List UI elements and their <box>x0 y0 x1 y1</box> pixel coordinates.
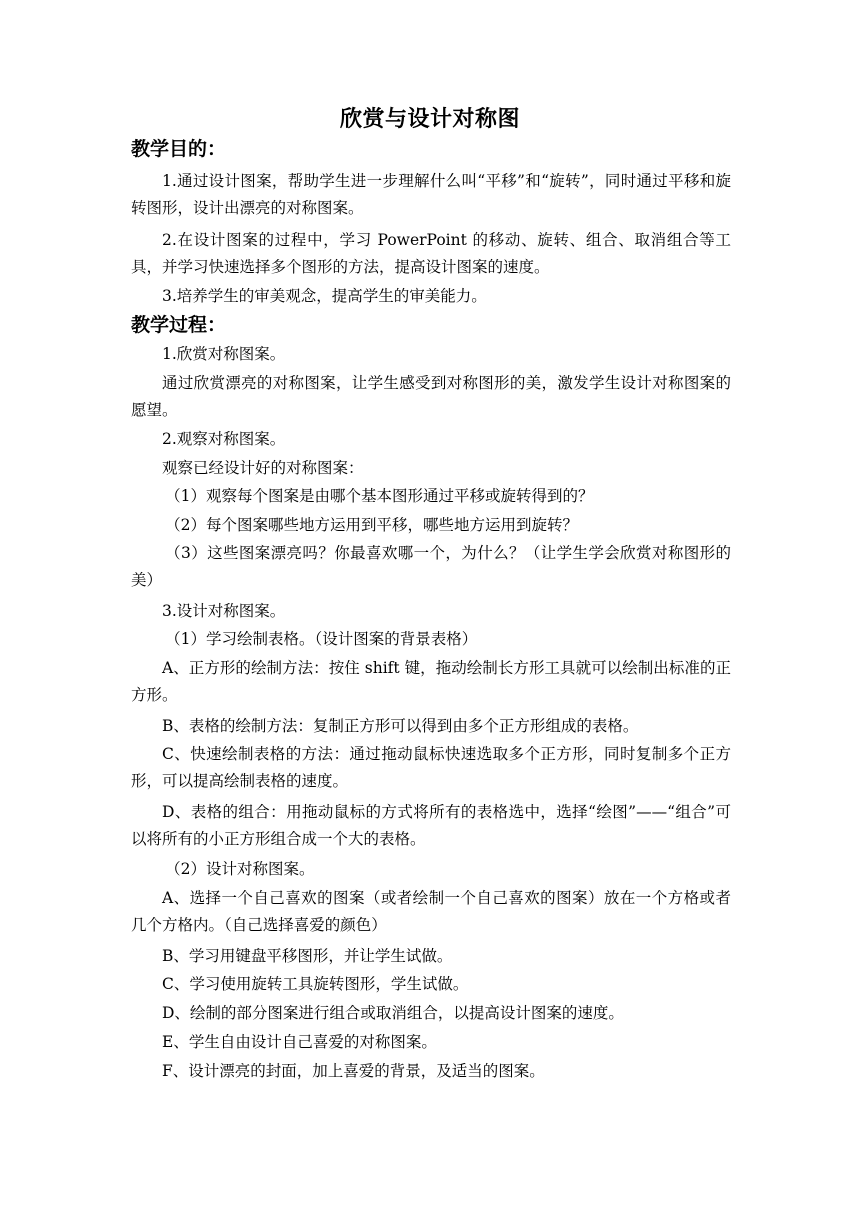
process-item: （2）每个图案哪些地方运用到平移，哪些地方运用到旋转？ <box>165 516 578 534</box>
process-item: B、学习用键盘平移图形，并让学生试做。 <box>162 947 453 965</box>
process-item: B、表格的绘制方法：复制正方形可以得到由多个正方形组成的表格。 <box>162 717 639 735</box>
section-heading-process: 教学过程： <box>131 314 227 336</box>
process-item: E、学生自由设计自己喜爱的对称图案。 <box>162 1033 437 1051</box>
process-item: 2.观察对称图案。 <box>162 430 286 448</box>
process-item: A、正方形的绘制方法：按住 shift 键，拖动绘制长方形工具就可以绘制出标准的正方形。 <box>131 659 731 704</box>
process-item: C、学习使用旋转工具旋转图形，学生试做。 <box>162 975 469 993</box>
process-item: F、设计漂亮的封面，加上喜爱的背景，及适当的图案。 <box>162 1062 545 1080</box>
process-item: A、选择一个自己喜欢的图案（或者绘制一个自己喜欢的图案）放在一个方格或者几个方格内。（自己选择喜爱的颜色） <box>131 889 731 934</box>
process-item: 3.设计对称图案。 <box>162 602 286 620</box>
process-item: D、表格的组合：用拖动鼠标的方式将所有的表格选中，选择“绘图”——“组合”可以将所有的小正方形组合成一个大的表格。 <box>131 803 731 848</box>
objective-item-1: 1.通过设计图案，帮助学生进一步理解什么叫“平移”和“旋转”，同时通过平移和旋转图形，设计出漂亮的对称图案。 <box>131 172 731 217</box>
process-item: （1）学习绘制表格。（设计图案的背景表格） <box>165 630 478 648</box>
process-item: D、绘制的部分图案进行组合或取消组合，以提高设计图案的速度。 <box>162 1004 624 1022</box>
process-item: （1）观察每个图案是由哪个基本图形通过平移或旋转得到的？ <box>165 487 594 505</box>
document-title: 欣赏与设计对称图 <box>339 106 520 132</box>
objective-item-2: 2.在设计图案的过程中，学习 PowerPoint 的移动、旋转、组合、取消组合等工具，并学习快速选择多个图形的方法，提高设计图案的速度。 <box>131 231 731 276</box>
process-item: C、快速绘制表格的方法：通过拖动鼠标快速选取多个正方形，同时复制多个正方形，可以提高绘制表格的速度。 <box>131 745 731 790</box>
objective-item-3: 3.培养学生的审美观念，提高学生的审美能力。 <box>162 287 487 305</box>
process-item: 观察已经设计好的对称图案： <box>162 459 364 477</box>
process-item: （3）这些图案漂亮吗？你最喜欢哪一个，为什么？（让学生学会欣赏对称图形的美） <box>131 544 731 589</box>
process-item: （2）设计对称图案。 <box>165 860 315 878</box>
section-heading-objectives: 教学目的： <box>131 138 227 160</box>
process-item: 1.欣赏对称图案。 <box>162 345 286 363</box>
process-item: 通过欣赏漂亮的对称图案，让学生感受到对称图形的美，激发学生设计对称图案的愿望。 <box>131 374 731 419</box>
